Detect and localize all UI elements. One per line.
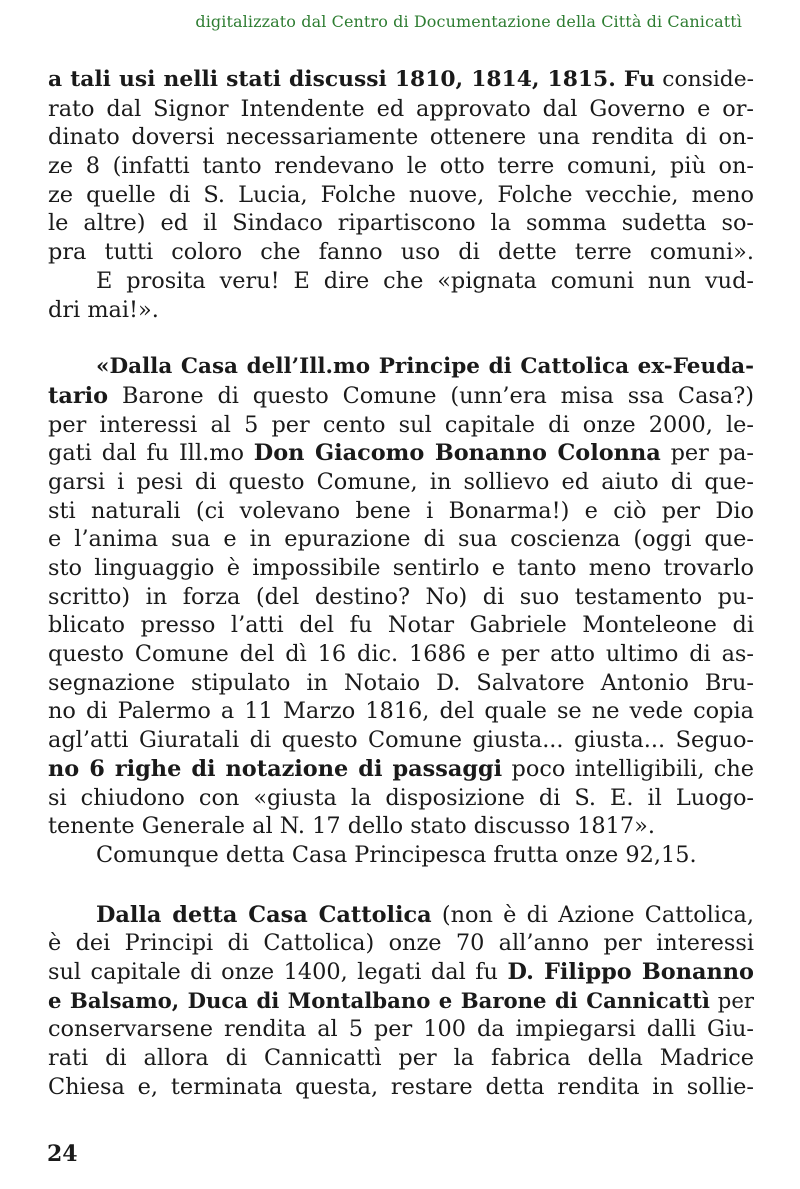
- text-line: per interessi al 5 per cento sul capitale di onze 2000, le-: [48, 411, 754, 438]
- paragraph-gap: [48, 324, 754, 353]
- text-line: ze quelle di S. Lucia, Folche nuove, Folche vecchie, meno: [48, 181, 754, 208]
- text-line: [48, 66, 754, 95]
- bold-text: e Balsamo, Duca di Montalbano e Barone di Cannicattì: [48, 987, 710, 1013]
- page-number: 24: [47, 1141, 78, 1167]
- bold-text: no 6 righe di notazione di passaggi: [48, 755, 503, 782]
- text-line: dinato doversi necessariamente ottenere una rendita di on-: [48, 124, 754, 151]
- text-line: blicato presso l’atti del fu Notar Gabriele Monteleone di: [48, 612, 754, 639]
- text-line: dri mai!».: [48, 296, 159, 323]
- body-text: [48, 66, 754, 1101]
- text-line: ze 8 (infatti tanto rendevano le otto terre comuni, più on-: [48, 153, 754, 180]
- text-line: conservarsene rendita al 5 per 100 da impiegarsi dalli Giu-: [48, 1016, 754, 1043]
- text-line: [48, 987, 754, 1016]
- paragraph-3: [48, 353, 754, 841]
- text-line: rati di allora di Cannicattì per la fabrica della Madrice: [48, 1045, 754, 1071]
- text-line: [48, 901, 754, 930]
- text-run: poco intelligibili, che: [502, 755, 754, 782]
- text-line: sto linguaggio è impossibile sentirlo e tanto meno trovarlo: [48, 555, 754, 581]
- text-line: no di Palermo a 11 Marzo 1816, del quale se ne vede copia: [48, 698, 754, 725]
- text-run: conside-: [654, 67, 755, 92]
- text-line: agl’atti Giuratali di questo Comune giusta... giusta... Seguo-: [48, 727, 754, 754]
- text-line: Chiesa e, terminata questa, restare detta rendita in sollie-: [48, 1073, 754, 1100]
- text-line: si chiudono con «giusta la disposizione di S. E. il Luogo-: [48, 784, 754, 811]
- bold-text: a tali usi nelli stati discussi 1810, 1814, 1815.: [48, 67, 624, 92]
- paragraph-5: [48, 901, 754, 1102]
- text-line: pra tutti coloro che fanno uso di dette terre comuni».: [48, 239, 754, 266]
- text-run: gati dal fu Ill.mo: [48, 440, 254, 467]
- bold-text: tario: [48, 382, 109, 409]
- text-line: [48, 755, 754, 784]
- text-run: Barone di questo Comune (unn’era misa ssa Casa?): [108, 382, 754, 409]
- text-line: E prosita veru! E dire che «pignata comuni nun vud-: [96, 267, 754, 294]
- text-line: [48, 958, 754, 987]
- text-line: tenente Generale al N. 17 dello stato discusso 1817».: [48, 813, 655, 840]
- paragraph-gap: [48, 870, 754, 901]
- text-line: garsi i pesi di questo Comune, in sollievo ed aiuto di que-: [48, 468, 754, 495]
- text-run: per pa-: [660, 440, 754, 467]
- bold-text: Don Giacomo Bonanno Colonna: [253, 440, 661, 467]
- text-line: scritto) in forza (del destino? No) di suo testamento pu-: [48, 583, 754, 610]
- bold-text: Dalla detta Casa Cattolica: [96, 901, 432, 928]
- text-line: «Dalla Casa dell’Ill.mo Principe di Cattolica ex-Feuda-: [96, 354, 754, 380]
- text-line: segnazione stipulato in Notaio D. Salvatore Antonio Bru-: [48, 669, 754, 696]
- text-line: Comunque detta Casa Principesca frutta onze 92,15.: [96, 841, 697, 868]
- text-line: e l’anima sua e in epurazione di sua coscienza (oggi que-: [48, 526, 754, 553]
- paragraph-1: [48, 66, 754, 267]
- text-line: sti naturali (ci volevano bene i Bonarma!) e ciò per Dio: [48, 497, 754, 524]
- text-line: [48, 382, 754, 411]
- bold-text: D. Filippo Bonanno: [507, 958, 754, 985]
- text-run: per: [709, 987, 754, 1013]
- digitization-credit: digitalizzato dal Centro di Documentazione della Città di Canicattì: [195, 12, 742, 31]
- text-line: [48, 439, 754, 468]
- text-line: è dei Principi di Cattolica) onze 70 all’anno per interessi: [48, 930, 754, 957]
- bold-text: Fu: [623, 67, 655, 92]
- text-line: le altre) ed il Sindaco ripartiscono la somma sudetta so-: [48, 210, 754, 237]
- text-line: rato dal Signor Intendente ed approvato dal Governo e or-: [48, 95, 754, 122]
- paragraph-4: [48, 841, 754, 870]
- text-run: (non è di Azione Cattolica,: [431, 901, 755, 928]
- text-run: sul capitale di onze 1400, legati dal fu: [48, 958, 508, 985]
- text-line: questo Comune del dì 16 dic. 1686 e per atto ultimo di as-: [48, 641, 754, 668]
- paragraph-2: [48, 267, 754, 324]
